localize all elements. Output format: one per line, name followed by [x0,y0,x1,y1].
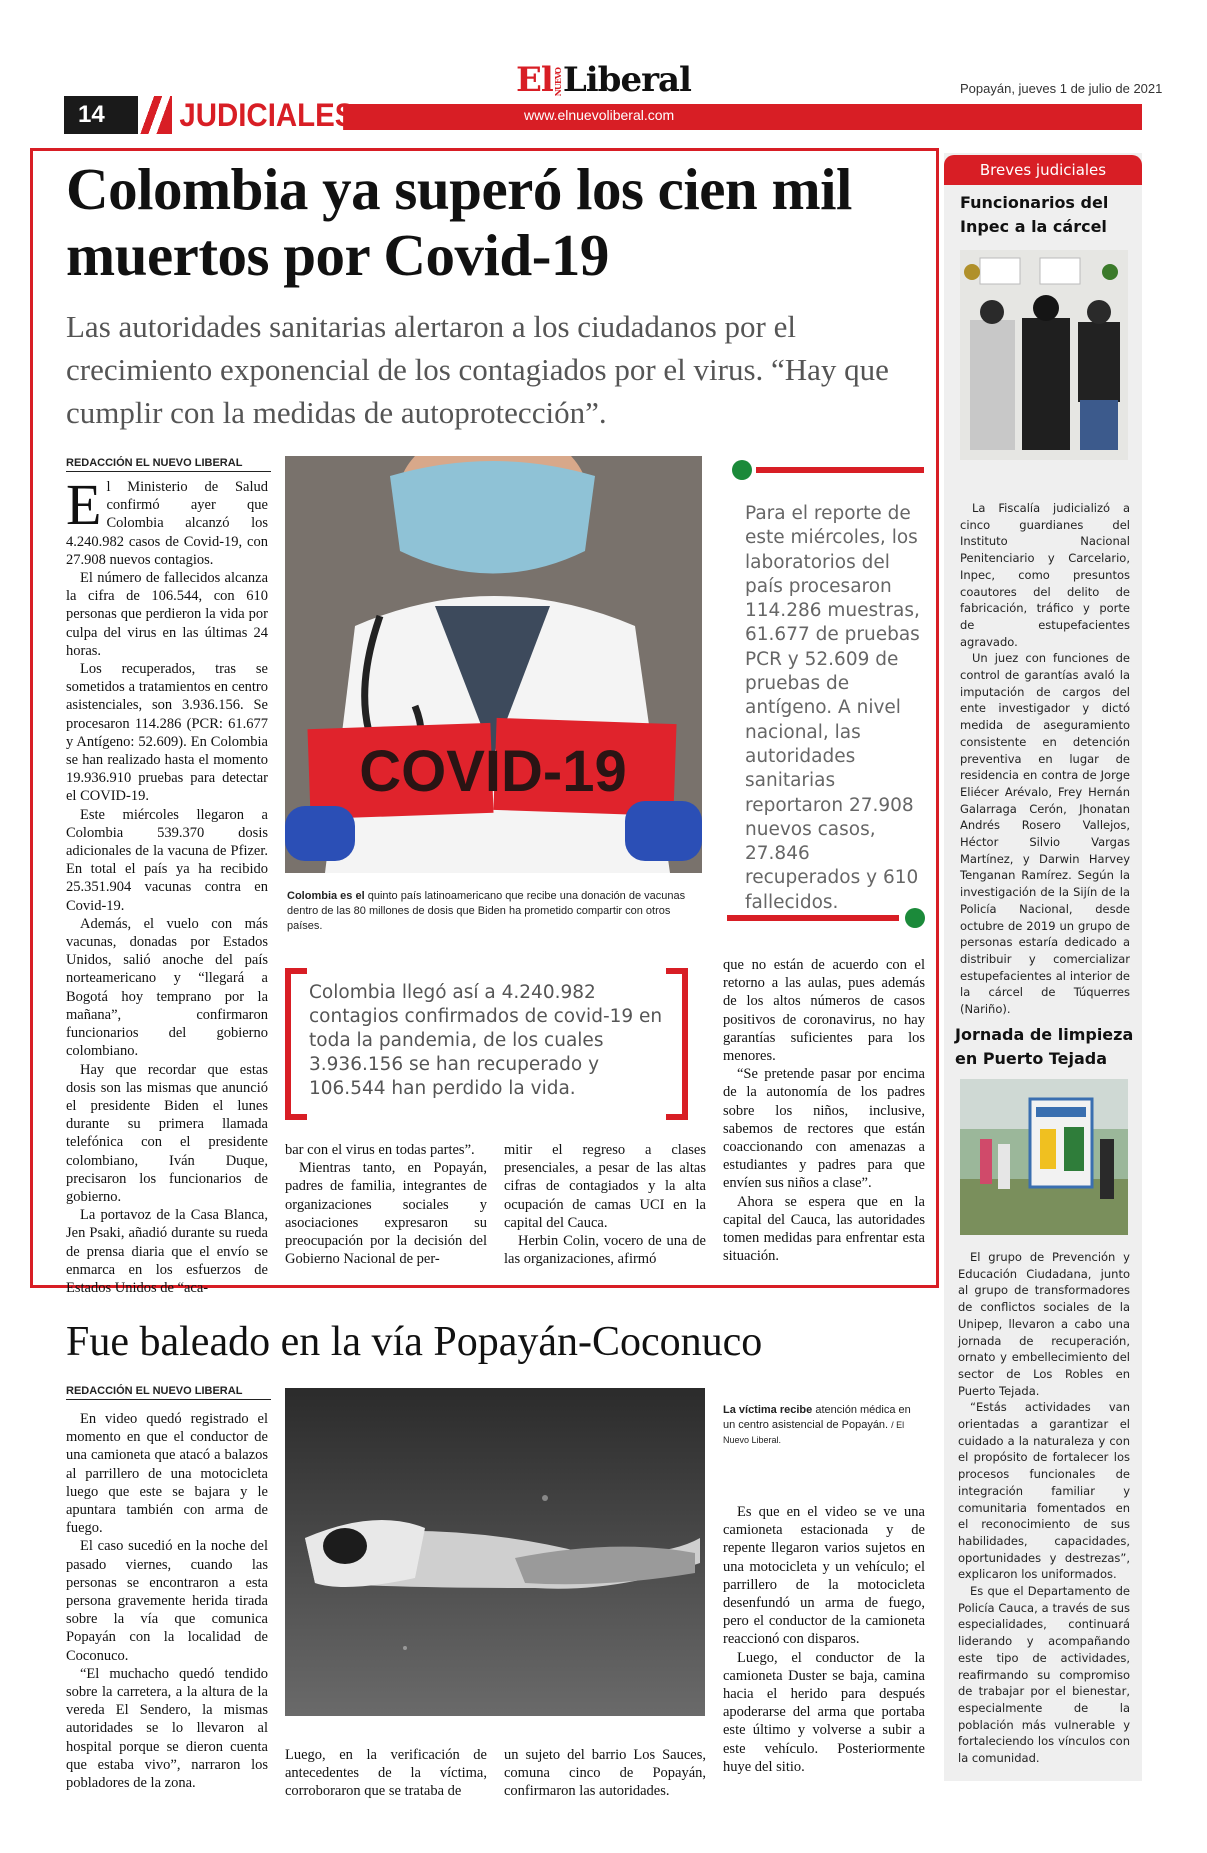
main-column-3: mitir el regreso a clases presenciales, a pesar de las altas cifras de contagiados y la alta ocupación de camas UCI en la capital del Cauca. Herbin Colin, vocero de una de las organizaciones, afirmó [504,1142,706,1268]
inpec-arrest-photo [960,250,1128,460]
pull-quote-dot-bottom [905,908,925,928]
highlight-quote: Colombia llegó así a 4.240.982 contagios confirmados de covid-19 en toda la pandemia, de los cuales 3.936.156 se han recuperado y 106.544 han perdido la vida. [309,982,663,1099]
community-cleanup-illustration [960,1079,1128,1235]
arrested-men-illustration [960,250,1128,460]
second-column-4: Es que en el video se ve una camioneta estacionada y de repente llegaron varios sujetos en una motocicleta y un vehículo; el parrillero de la motocicleta desenfundó un arma de fuego, pero el conductor de la camioneta reaccionó con disparos. Luego, el conductor de la camioneta Duster se baja, camina hacia el herido para después apoderarse del arma que portaba este último y volverse a subir a este vehículo. Posteriormente huye del sitio. [723,1504,925,1775]
road-victim-illustration [285,1388,705,1716]
pull-quote-rule-top [756,467,924,473]
main-column-1: El Ministerio de Salud confirmó ayer que Colombia alcanzó los 4.240.982 casos de Covid-19, con 27.908 nuevos contagios. El número de fallecidos alcanza la cifra de 106.544, con 610 personas que perdieron la vida por culpa del virus en las últimas 24 horas. Los recuperados, tras se sometidos a tratamientos en centro asistenciales, son 3.936.156. Se procesaron 114.286 (PCR: 61.677 y Antígeno: 52.609). En Colombia se han realizado hasta el momento 19.936.910 pruebas para detectar el COVID-19. Este miércoles llegaron a Colombia 539.370 dosis adicionales de la vacuna de Pfizer. En total el país ya ha recibido 25.351.904 vacunas contra en Covid-19. Además, el vuelo con más vacunas, donadas por Estados Unidos, salió anoche del país norteamericano y “llegará a Bogotá hoy temprano por la mañana”, confirmaron funcionarios del gobierno colombiano. Hay que recordar que estas dosis son las mismas que anunció el presidente Biden el lunes durante su primera llamada telefónica con el presidente colombiano, Iván Duque, precisaron los funcionarios de gobierno. La portavoz de la Casa Blanca, Jen Psaki, añadió durante su rueda de prensa diaria que el envío se enmarca en los esfuerzos de Estados Unidos de “aca- [66,472,268,1296]
main-deck: Las autoridades sanitarias alertaron a los ciudadanos por el crecimiento exponencial de los contagiados por el virus. “Hay que cumplir con la medidas de autoprotección”. [66,309,889,430]
sidebar-story2-text: El grupo de Prevención y Educación Ciudadana, junto al grupo de transformadores de conflictos sociales de la Unipep, llevaron a cabo una jornada de recuperación, ornato y embellecimiento del sector de Los Robles en Puerto Tejada. “Estás actividades van orientadas a garantizar el cuidado a la naturaleza y con el propósito de fortalecer los procesos funcionales de integración familiar y comunitaria fomentados en el reconocimiento de sus habilidades, capacidades, oportunidades y destrezas”, explicaron los uniformados. Es que el Departamento de Policía Cauca, a través de sus especialidades, continuará liderando y acompañando este tipo de actividades, reafirmando su compromiso de trabajar por el bienestar, especialmente de la población más vulnerable y fortaleciendo los vínculos con la comunidad. [958,1250,1130,1766]
crime-scene-photo [285,1388,705,1716]
covid-sign-text: COVID-19 [359,739,627,804]
sidebar-story1-title: Funcionarios del Inpec a la cárcel [960,193,1109,236]
dropcap: E [66,472,102,537]
second-byline: REDACCIÓN EL NUEVO LIBERAL [66,1385,271,1400]
second-column-3: un sujeto del barrio Los Sauces, comuna cinco de Popayán, confirmaron las autoridades. [504,1747,706,1800]
pull-quote-dot-top [732,460,752,480]
quote-bracket-left [285,968,307,1120]
main-column-2: bar con el virus en todas partes”. Mientras tanto, en Popayán, padres de familia, integrantes de organizaciones sociales y asociaciones expresaron su preocupación por la decisión del Gobierno Nacional de per- [285,1142,487,1268]
pull-quote-rule-bottom [727,915,899,921]
covid-doctor-photo [285,456,702,873]
second-headline: Fue baleado en la vía Popayán-Coconuco [66,1319,763,1365]
second-byline-wrap [66,1385,271,1400]
second-column-2: Luego, en la verificación de antecedentes de la víctima, corroboraron que se trataba de [285,1747,487,1800]
main-byline-wrap [66,457,271,472]
sidebar-story2-title: Jornada de limpieza en Puerto Tejada [955,1025,1134,1068]
sidebar-header: Breves judiciales [944,155,1142,185]
main-column-4: que no están de acuerdo con el retorno a las aulas, pues además de los altos números de casos positivos de coronavirus, no hay garantías suficientes para los menores. “Se pretende pasar por encima de la autonomía de los padres sobre los niños, inclusive, sabemos de rectores que están coaccionando con amenazas a estudiantes y padres para que envíen sus niños a clase”. Ahora se espera que en la capital del Cauca, las autoridades tomen medidas para enfrentar esta situación. [723,957,925,1265]
second-photo-caption: La víctima recibe atención médica en un centro asistencial de Popayán. / El Nuevo Liberal. [723,1404,911,1445]
cleanup-photo [960,1079,1128,1235]
section-title: JUDICIALES [172,96,343,134]
main-photo-caption: Colombia es el quinto país latinoamericano que recibe una donación de vacunas dentro de las 80 millones de dosis que Biden ha prometido compartir con otros países. [287,890,686,932]
second-column-1: En video quedó registrado el momento en que el conductor de una camioneta que atacó a balazos al parrillero de una motocicleta luego que este se bajara y le apuntara también con arma de fuego. El caso sucedió en la noche del pasado viernes, cuando las personas se encontraron a esta persona gravemente herida tirada sobre la vía que comunica Popayán con la localidad de Coconuco. “El muchacho quedó tendido sobre la carretera, a la altura de la vereda El Sendero, la mismas autoridades se lo llevaron al hospital porque se dieron cuenta que estaba vivo”, narraron los pobladores de la zona. [66,1411,268,1792]
page-number: 14 [64,96,146,134]
website-link[interactable]: www.elnuevoliberal.com [524,107,675,123]
doctor-illustration [285,456,702,873]
pull-quote: Para el reporte de este miércoles, los laboratorios del país procesaron 114.286 muestras, 61.677 de pruebas PCR y 52.609 de pruebas de antígeno. A nivel nacional, las autoridades sanitarias reportaron 27.908 nuevos casos, 27.846 recuperados y 610 fallecidos. [745,503,920,913]
sidebar-story1-text: La Fiscalía judicializó a cinco guardianes del Instituto Nacional Penitenciario y Carcelario, Inpec, como presuntos coautores del delito de fabricación, tráfico y porte de estupefacientes agravado. Un juez con funciones de control de garantías avaló la imputación de cargos del ente investigador y dictó medida de aseguramiento consistente en detención preventiva en lugar de residencia en contra de Jorge Eliécer Arévalo, Frey Hernán Galarraga Cerón, Jhonatan Andrés Rosero Vallejos, Héctor Silvio Vargas Martínez, y Darwin Harvey Tenganan Ramírez. Según la investigación de la Sijín de la Policía Nacional, desde octubre de 2019 un grupo de personas estaría dedicado a distribuir y comercializar estupefacientes al interior de la cárcel de Túquerres (Nariño). [960,501,1130,1017]
edition-date: Popayán, jueves 1 de julio de 2021 [960,81,1163,96]
newspaper-logo: ElNUEVOLiberal [516,60,691,100]
main-byline: REDACCIÓN EL NUEVO LIBERAL [66,457,271,472]
main-headline: Colombia ya superó los cien mil muertos por Covid-19 [66,156,852,288]
